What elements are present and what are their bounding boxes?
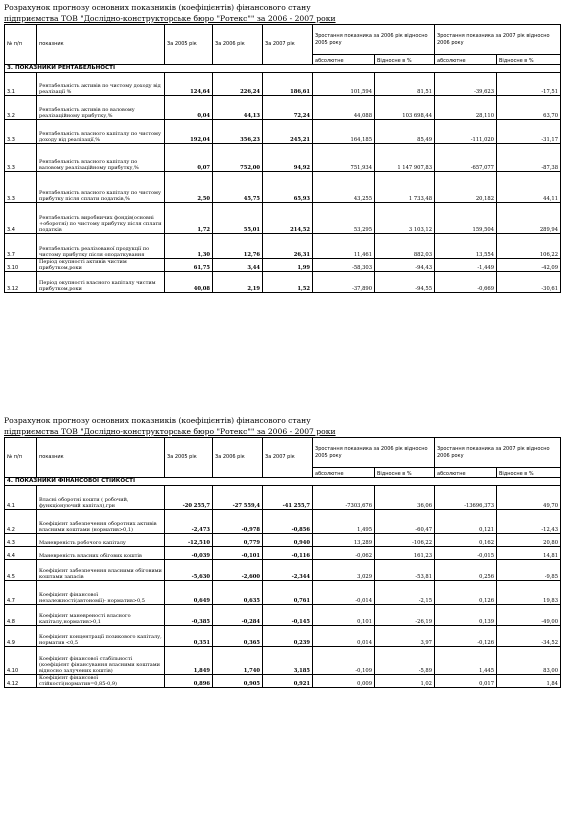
table-row [5,144,561,172]
table-row [5,259,561,272]
value-2005: -12,510 [165,534,213,547]
header-growth-2007: Зростання показника за 2007 рік відносно 2006 року [435,438,561,468]
growth-abs-2007: 0,121 [435,510,497,534]
row-number: 3.4 [5,203,37,234]
value-2007: -0,856 [263,510,313,534]
value-2006: 0,905 [213,675,263,688]
growth-rel-2007: -9,85 [497,560,561,581]
row-number: 4.12 [5,675,37,688]
header-2005: За 2005 рік [165,438,213,478]
value-2006: -2,600 [213,560,263,581]
growth-rel-2006: 36,06 [375,486,435,510]
indicator-name: Маневреність робочого капіталу [37,534,165,547]
growth-rel-2006: 1 147 907,83 [375,144,435,172]
row-number: 4.2 [5,510,37,534]
growth-abs-2007: 1,445 [435,647,497,675]
indicator-name: Коефіцієнт маневреності власного капіталу,норматив>0,1 [37,605,165,626]
value-2006: 0,779 [213,534,263,547]
header-name: показник [37,438,165,478]
profitability-table-body [5,65,561,293]
table-row [5,560,561,581]
value-2005: 1,849 [165,647,213,675]
growth-abs-2007: -657,077 [435,144,497,172]
row-number: 4.1 [5,486,37,510]
growth-rel-2006: -94,55 [375,272,435,293]
table-row [5,647,561,675]
table-block-1 [4,2,560,293]
growth-rel-2007: -49,00 [497,605,561,626]
growth-abs-2006: 751,934 [313,144,375,172]
value-2007: -0,145 [263,605,313,626]
indicator-name: Коефіцієнт концентрації позикового капіталу, норматив <0,5 [37,626,165,647]
growth-rel-2006: -26,19 [375,605,435,626]
growth-abs-2007: 0,256 [435,560,497,581]
indicator-name: Рентабельність виробничих фондів(основні +оборотні) по чистому прибутку після сплати податків [37,203,165,234]
growth-abs-2007: -111,020 [435,120,497,144]
value-2005: -0,385 [165,605,213,626]
growth-rel-2007: 1,84 [497,675,561,688]
value-2007: 1,52 [263,272,313,293]
table-title-line-1: Розрахунок прогнозу основних показників (коефіцієнтів) фінансового стану [4,416,311,425]
growth-rel-2006: 1,02 [375,675,435,688]
table-row [5,96,561,120]
indicator-name: Маневреність власних обігових коштів [37,547,165,560]
growth-abs-2007: -13696,373 [435,486,497,510]
growth-abs-2007: -0,126 [435,626,497,647]
indicator-name: Рентабельність власного капіталу по чистому прибутку після сплати податків,% [37,172,165,203]
growth-abs-2007: -0,669 [435,272,497,293]
growth-abs-2007: 0,139 [435,605,497,626]
financial-stability-table-body [5,478,561,688]
section-title: 3. ПОКАЗНИКИ РЕНТАБЕЛЬНОСТІ [5,65,561,73]
growth-rel-2007: 20,80 [497,534,561,547]
value-2005: 0,04 [165,96,213,120]
header-rel-2: Відносне в % [497,55,561,65]
value-2007: -0,116 [263,547,313,560]
growth-abs-2006: -0,109 [313,647,375,675]
growth-rel-2007: 19,83 [497,581,561,605]
header-2005: За 2005 рік [165,25,213,65]
growth-abs-2006: 13,289 [313,534,375,547]
header-num: № п/п [5,25,37,65]
value-2006: 0,365 [213,626,263,647]
header-num: № п/п [5,438,37,478]
growth-rel-2006: -60,47 [375,510,435,534]
value-2007: 72,24 [263,96,313,120]
value-2005: -20 255,7 [165,486,213,510]
value-2007: 186,61 [263,73,313,96]
row-number: 3.10 [5,259,37,272]
indicator-name: Коефіцієнт фінансової стабільності (коефіцієнт фінансування власними коштами відносно залучених коштів) [37,647,165,675]
growth-abs-2006: 1,495 [313,510,375,534]
value-2006: 3,44 [213,259,263,272]
profitability-table [4,24,561,293]
indicator-name: Період окупності активів чистим прибутком,роки [37,259,165,272]
growth-rel-2006: 85,49 [375,120,435,144]
header-2006: За 2006 рік [213,25,263,65]
row-number: 3.12 [5,272,37,293]
growth-abs-2007: 20,182 [435,172,497,203]
value-2007: 0,761 [263,581,313,605]
table-row [5,203,561,234]
value-2005: 0,07 [165,144,213,172]
growth-abs-2007: -1,449 [435,259,497,272]
indicator-name: Коефіцієнт забезпечення власними обіговими коштами запасів [37,560,165,581]
value-2005: 0,351 [165,626,213,647]
growth-rel-2007: -30,61 [497,272,561,293]
growth-rel-2007: -31,17 [497,120,561,144]
growth-abs-2007: 159,504 [435,203,497,234]
header-2006: За 2006 рік [213,438,263,478]
value-2005: -5,630 [165,560,213,581]
indicator-name: Коефіцієнт фінансової стійкості(норматив=0,85-0,9) [37,675,165,688]
header-2007: За 2007 рік [263,438,313,478]
value-2005: -2,473 [165,510,213,534]
table-row [5,486,561,510]
growth-rel-2006: 3 103,12 [375,203,435,234]
table-row [5,534,561,547]
table-row [5,675,561,688]
value-2007: 26,31 [263,234,313,259]
growth-rel-2006: -94,43 [375,259,435,272]
growth-rel-2007: 44,11 [497,172,561,203]
indicator-name: Рентабельність власного капіталу по чистому доходу від реалізації,% [37,120,165,144]
value-2005: 40,08 [165,272,213,293]
section-title: 4. ПОКАЗНИКИ ФІНАНСОВОЇ СТІЙКОСТІ [5,478,561,486]
growth-abs-2006: 0,009 [313,675,375,688]
growth-abs-2007: -0,015 [435,547,497,560]
table-row [5,234,561,259]
row-number: 4.5 [5,560,37,581]
value-2007: 65,93 [263,172,313,203]
growth-rel-2007: -87,38 [497,144,561,172]
value-2007: -41 255,7 [263,486,313,510]
header-rel-1: Відносне в % [375,55,435,65]
row-number: 3.3 [5,172,37,203]
growth-abs-2007: 0,017 [435,675,497,688]
growth-abs-2006: 43,255 [313,172,375,203]
value-2005: 192,04 [165,120,213,144]
row-number: 4.7 [5,581,37,605]
financial-stability-table [4,437,561,688]
value-2006: -27 559,4 [213,486,263,510]
indicator-name: Коефіцієнт фінансової незалежності(автономії)- норматив>0,5 [37,581,165,605]
indicator-name: Рентабельність активів по валовому реалізаційному прибутку,% [37,96,165,120]
growth-rel-2007: -34,52 [497,626,561,647]
growth-abs-2007: 28,110 [435,96,497,120]
value-2005: 2,50 [165,172,213,203]
row-number: 3.2 [5,96,37,120]
row-number: 4.9 [5,626,37,647]
indicator-name: Рентабельність активів по чистому доходу від реалізації % [37,73,165,96]
row-number: 4.10 [5,647,37,675]
growth-abs-2006: 101,594 [313,73,375,96]
table-row [5,73,561,96]
growth-rel-2007: -12,43 [497,510,561,534]
growth-abs-2007: 0,162 [435,534,497,547]
header-growth-2006: Зростання показника за 2006 рік відносно 2005 року [313,25,435,55]
growth-abs-2006: -0,062 [313,547,375,560]
growth-rel-2007: 14,81 [497,547,561,560]
indicator-name: Рентабельність реалізованої продукції по чистому прибутку після оподаткування [37,234,165,259]
value-2005: -0,039 [165,547,213,560]
value-2005: 1,72 [165,203,213,234]
row-number: 3.3 [5,120,37,144]
growth-rel-2006: 103 698,44 [375,96,435,120]
row-number: 4.3 [5,534,37,547]
growth-rel-2006: 81,51 [375,73,435,96]
value-2006: 55,01 [213,203,263,234]
value-2005: 61,75 [165,259,213,272]
value-2006: 1,740 [213,647,263,675]
value-2006: -0,284 [213,605,263,626]
row-number: 4.8 [5,605,37,626]
value-2005: 0,896 [165,675,213,688]
growth-rel-2006: 161,23 [375,547,435,560]
growth-rel-2007: 63,70 [497,96,561,120]
growth-rel-2007: -17,51 [497,73,561,96]
growth-rel-2006: 882,03 [375,234,435,259]
header-abs-1: абсолютне [313,55,375,65]
value-2007: 245,21 [263,120,313,144]
growth-abs-2006: 164,185 [313,120,375,144]
growth-abs-2006: 3,029 [313,560,375,581]
row-number: 3.7 [5,234,37,259]
table-row [5,172,561,203]
growth-rel-2007: 106,22 [497,234,561,259]
growth-abs-2007: -39,623 [435,73,497,96]
table-title-line-2: підприємства ТОВ "Дослідно-конструкторське бюро "Ротекс"" за 2006 - 2007 роки [4,427,336,436]
header-abs-2: абсолютне [435,468,497,478]
value-2006: 45,75 [213,172,263,203]
table-title-line-2: підприємства ТОВ "Дослідно-конструкторське бюро "Ротекс"" за 2006 - 2007 роки [4,14,336,23]
table-row [5,626,561,647]
value-2006: 752,00 [213,144,263,172]
table-block-2 [4,415,560,688]
indicator-name: Рентабельність власного капіталу по валовому реалізаційному прибутку,% [37,144,165,172]
header-abs-1: абсолютне [313,468,375,478]
value-2005: 0,649 [165,581,213,605]
indicator-name: Коефіцієнт забезпечення оборотних активів власними коштами (норматив>0,1) [37,510,165,534]
row-number: 4.4 [5,547,37,560]
value-2007: 214,52 [263,203,313,234]
value-2007: 0,239 [263,626,313,647]
header-abs-2: абсолютне [435,55,497,65]
table-row [5,120,561,144]
table-row [5,510,561,534]
row-number: 3.1 [5,73,37,96]
table-row [5,547,561,560]
header-growth-2007: Зростання показника за 2007 рік відносно 2006 року [435,25,561,55]
value-2007: 0,940 [263,534,313,547]
table-row [5,272,561,293]
growth-abs-2006: -7303,676 [313,486,375,510]
growth-abs-2006: -0,014 [313,581,375,605]
growth-rel-2006: 3,97 [375,626,435,647]
value-2007: -2,344 [263,560,313,581]
growth-abs-2006: -37,890 [313,272,375,293]
value-2007: 0,921 [263,675,313,688]
growth-abs-2006: 11,461 [313,234,375,259]
value-2005: 124,64 [165,73,213,96]
header-name: показник [37,25,165,65]
growth-abs-2006: 0,014 [313,626,375,647]
table-title-line-1: Розрахунок прогнозу основних показників (коефіцієнтів) фінансового стану [4,3,311,12]
growth-abs-2007: 13,554 [435,234,497,259]
growth-rel-2007: -42,09 [497,259,561,272]
indicator-name: Період окупності власного капіталу чистим прибутком,роки [37,272,165,293]
value-2006: 226,24 [213,73,263,96]
header-2007: За 2007 рік [263,25,313,65]
growth-abs-2007: 0,126 [435,581,497,605]
growth-rel-2007: 289,94 [497,203,561,234]
growth-rel-2006: -2,15 [375,581,435,605]
table-row [5,581,561,605]
growth-rel-2006: -5,89 [375,647,435,675]
growth-abs-2006: 0,101 [313,605,375,626]
growth-rel-2007: 49,70 [497,486,561,510]
table-row [5,605,561,626]
growth-abs-2006: 53,295 [313,203,375,234]
growth-abs-2006: -58,303 [313,259,375,272]
growth-rel-2006: -53,81 [375,560,435,581]
value-2006: -0,101 [213,547,263,560]
value-2006: 2,19 [213,272,263,293]
header-rel-2: Відносне в % [497,468,561,478]
growth-rel-2007: 83,00 [497,647,561,675]
value-2006: 356,23 [213,120,263,144]
value-2006: 0,635 [213,581,263,605]
indicator-name: Власні оборотні кошти ( робочий, функціонуючий капітал),грн [37,486,165,510]
value-2007: 3,185 [263,647,313,675]
growth-rel-2006: -106,22 [375,534,435,547]
value-2007: 1,99 [263,259,313,272]
value-2006: -0,978 [213,510,263,534]
header-rel-1: Відносне в % [375,468,435,478]
growth-abs-2006: 44,088 [313,96,375,120]
value-2005: 1,30 [165,234,213,259]
header-growth-2006: Зростання показника за 2006 рік відносно 2005 року [313,438,435,468]
value-2006: 12,76 [213,234,263,259]
row-number: 3.3 [5,144,37,172]
growth-rel-2006: 1 733,48 [375,172,435,203]
value-2007: 94,92 [263,144,313,172]
value-2006: 44,13 [213,96,263,120]
